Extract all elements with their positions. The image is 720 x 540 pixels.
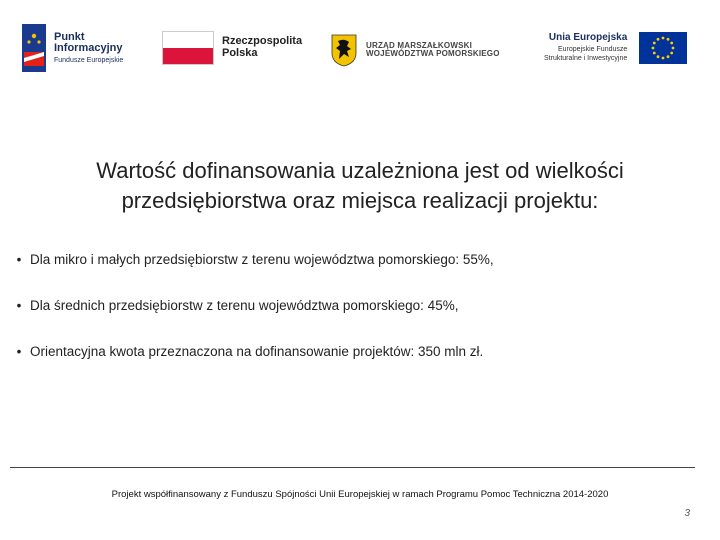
punkt-title-line2: Informacyjny — [54, 42, 123, 55]
footer-funding-note: Projekt współfinansowany z Funduszu Spójności Unii Europejskiej w ramach Programu Pomoc Techniczna 2014-2020 — [111, 489, 609, 500]
list-item — [8, 252, 698, 298]
bullet-icon: • — [16, 252, 22, 267]
rzeczpospolita-polska-logo — [162, 30, 302, 66]
um-title-line1: URZĄD MARSZAŁKOWSKI — [366, 40, 473, 50]
bullet-text: Dla średnich przedsiębiorstw z terenu województwa pomorskiego: 45%, — [30, 298, 459, 313]
rp-title-line2: Polska — [222, 47, 258, 59]
bullet-text: Orientacyjna kwota przeznaczona na dofinansowanie projektów: 350 mln zł. — [30, 344, 484, 359]
ue-subtitle-line1: Europejskie Fundusze — [558, 45, 628, 53]
logo-bar — [0, 0, 720, 100]
punkt-title-line1: Punkt — [54, 30, 85, 43]
list-item — [8, 298, 698, 344]
urzad-marszalkowski-logo — [330, 32, 500, 68]
ue-title: Unia Europejska — [548, 32, 628, 44]
bullet-list — [8, 252, 698, 390]
ue-subtitle-line2: Strukturalne i Inwestycyjne — [544, 55, 628, 63]
polish-flag-icon — [162, 31, 214, 65]
um-title-line2: WOJEWÓDZTWA POMORSKIEGO — [366, 49, 500, 58]
list-item — [8, 344, 698, 390]
slide-title — [30, 156, 690, 215]
punkt-subtitle: Fundusze Europejskie — [54, 56, 124, 64]
pomorskie-griffin-crest-icon — [330, 33, 358, 67]
punkt-informacyjny-logo — [22, 22, 123, 74]
bullet-text: Dla mikro i małych przedsiębiorstw z terenu województwa pomorskiego: 55%, — [30, 252, 494, 267]
page-number: 3 — [684, 508, 690, 519]
bullet-icon: • — [16, 344, 22, 359]
unia-europejska-logo — [544, 26, 687, 70]
eu-flag-icon — [639, 32, 687, 64]
slide-title-line1: Wartość dofinansowania uzależniona jest od wielkości — [96, 158, 624, 183]
fundusze-europejskie-icon — [22, 22, 46, 74]
footer-divider — [10, 467, 695, 468]
rp-title-line1: Rzeczpospolita — [222, 35, 303, 48]
slide-title-line2: przedsiębiorstwa oraz miejsca realizacji projektu: — [121, 187, 599, 213]
bullet-icon: • — [16, 298, 22, 313]
